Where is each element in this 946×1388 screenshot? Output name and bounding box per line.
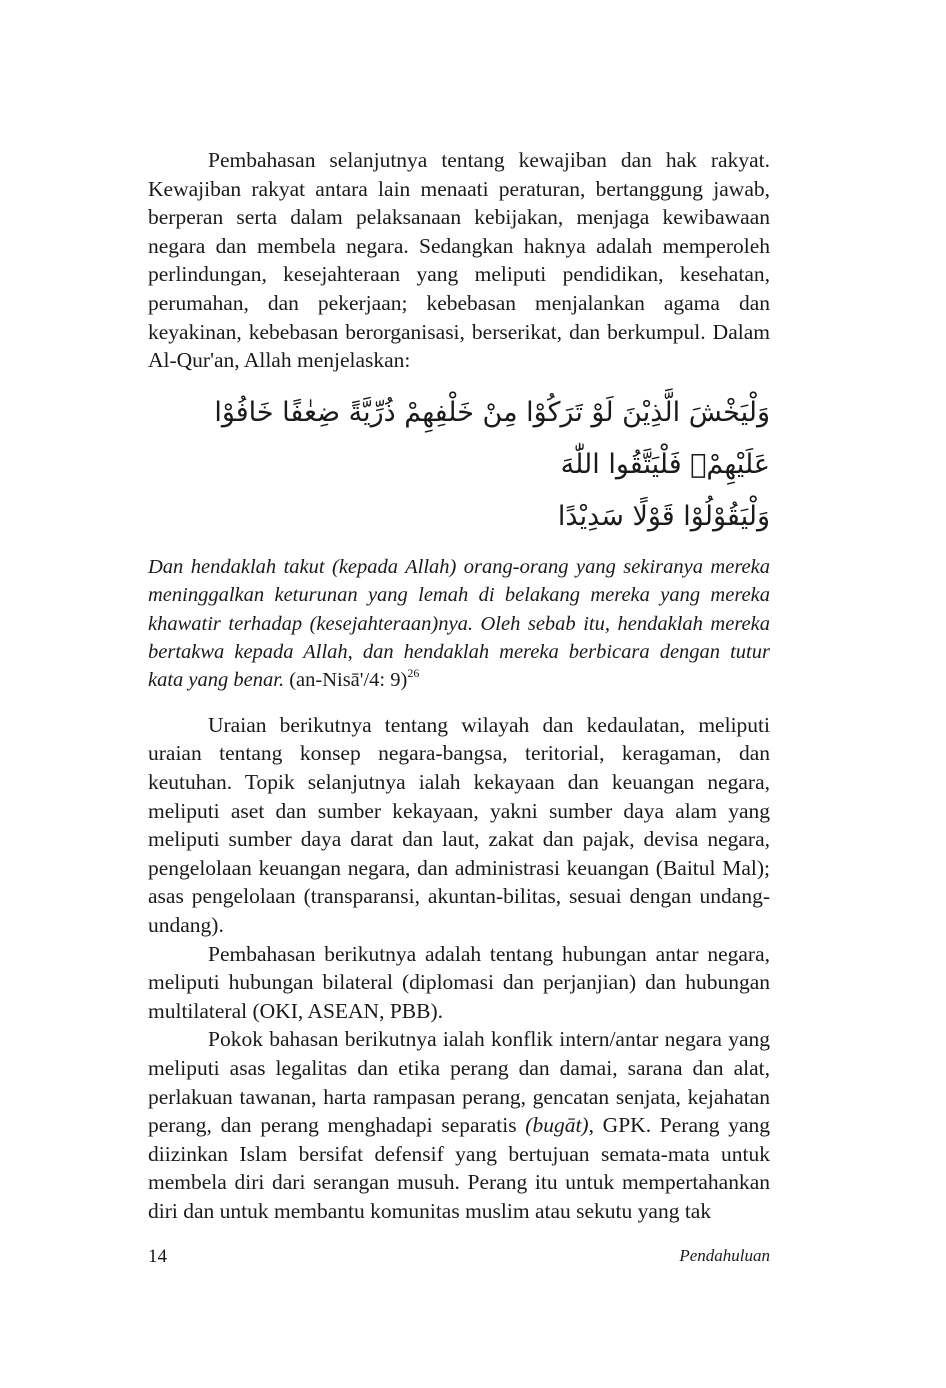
footnote-marker[interactable]: 26 [407,666,420,681]
running-title: Pendahuluan [679,1246,770,1265]
conflict-term-bugat: (bugāt) [525,1113,589,1138]
paragraph-conflict [148,1025,770,1225]
arabic-line-1: وَلْيَخْشَ الَّذِيْنَ لَوْ تَرَكُوْا مِنْ خَلْفِهِمْ ذُرِّيَّةً ضِعٰفًا خَافُوْا عَلَيْهِمْۖ فَلْيَتَّقُوا اللّٰهَ [214,396,770,480]
paragraph-territory: Uraian berikutnya tentang wilayah dan kedaulatan, meliputi uraian tentang konsep negara-bangsa, teritorial, keragaman, dan keutuhan. Topik selanjutnya ialah kekayaan dan keuangan negara, meliputi aset dan sumber kekayaan, yakni sumber daya alam yang meliputi sumber daya darat dan laut, zakat dan pajak, devisa negara, pengelolaan keuangan negara, dan administrasi keuangan (Baitul Mal); asas pengelolaan (transparansi, akuntan-bilitas, sesuai dengan undang-undang). [148,712,770,937]
verse-translation [148,553,770,695]
page-body [148,146,770,1225]
arabic-line-2: وَلْيَقُوْلُوْا قَوْلًا سَدِيْدًا [557,500,770,532]
paragraph-foreign-relations: Pembahasan berikutnya adalah tentang hubungan antar negara, meliputi hubungan bilateral (diplomasi dan perjanjian) dan hubungan multilateral (OKI, ASEAN, PBB). [148,941,770,1023]
translation-text: Dan hendaklah takut (kepada Allah) orang-orang yang sekiranya mereka meninggalkan keturunan yang lemah di belakang mereka yang mereka khawatir terhadap (kesejahteraan)nya. Oleh sebab itu, hendaklah mereka bertakwa kepada Allah, dan hendaklah mereka berbicara dengan tutur kata yang benar. [148,555,770,692]
verse-reference [289,666,420,692]
conflict-text-after: , GPK. Perang yang diizinkan Islam bersifat defensif yang bertujuan semata-mata untuk membela diri dari serangan musuh. Perang itu untuk mempertahankan diri dan untuk membantu komunitas muslim atau sekutu yang tak [148,1113,770,1223]
paragraph-rights-duties: Pembahasan selanjutnya tentang kewajiban dan hak rakyat. Kewajiban rakyat antara lain menaati peraturan, bertanggung jawab, berperan serta dalam pelaksanaan kebijakan, menjaga kewibawaan negara dan membela negara. Sedangkan haknya adalah memperoleh perlindungan, kesejahteraan yang meliputi pendidikan, kesehatan, perumahan, dan pekerjaan; kebebasan menjalankan agama dan keyakinan, kebebasan berorganisasi, berserikat, dan berkumpul. Dalam Al-Qur'an, Allah menjelaskan: [148,148,770,373]
page-number: 14 [148,1246,167,1267]
quran-verse-arabic [148,387,770,543]
reference-text: (an-Nisā'/4: 9) [289,669,408,692]
conflict-text-before: Pokok bahasan berikutnya ialah konflik intern/antar negara yang meliputi asas legalitas dan etika perang dan damai, sarana dan alat, perlakuan tawanan, harta rampasan perang, gencatan senjata, kejahatan perang, dan perang menghadapi separatis [148,1027,770,1138]
